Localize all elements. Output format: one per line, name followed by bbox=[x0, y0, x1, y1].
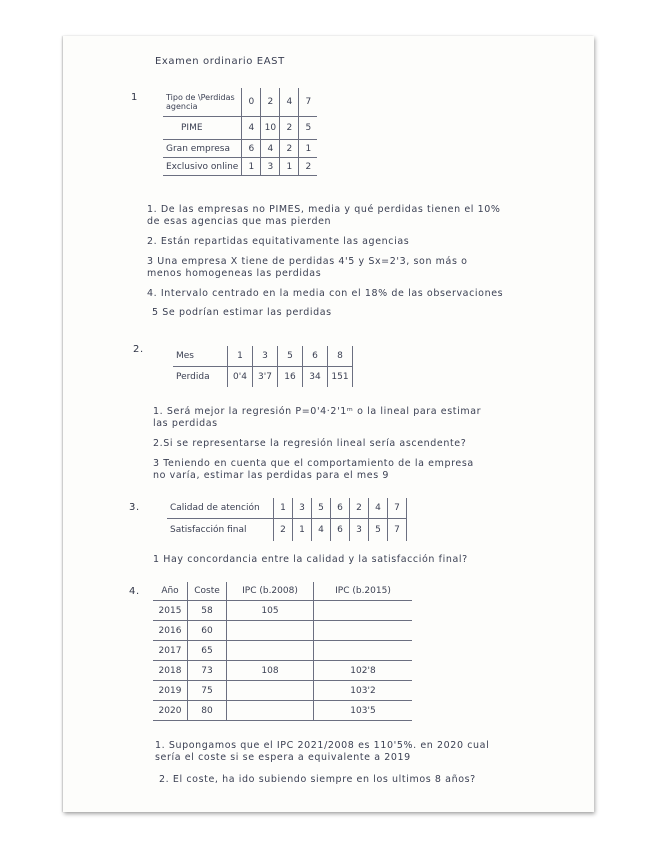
q3-row-label: Satisfacción final bbox=[167, 519, 274, 542]
q1-item-2: 2. Están repartidas equitativamente las agencias bbox=[147, 236, 410, 247]
q1-item-1-cont: de esas agencias que mas pierden bbox=[147, 216, 332, 227]
q4-cell: 103'5 bbox=[314, 701, 413, 721]
q2-row-label: Mes bbox=[176, 351, 194, 361]
q1-cell: 2 bbox=[299, 158, 318, 176]
q1-item-3: 3 Una empresa X tiene de perdidas 4'5 y Sx=2'3, son más o bbox=[147, 256, 468, 267]
q4-cell: 2015 bbox=[153, 601, 188, 621]
q4-cell bbox=[314, 621, 413, 641]
q4-header-cell: IPC (b.2015) bbox=[314, 582, 413, 601]
q2-cell: 3'7 bbox=[253, 367, 278, 388]
q1-cell: 4 bbox=[261, 140, 280, 158]
q4-cell: 2018 bbox=[153, 661, 188, 681]
q1-table bbox=[163, 88, 317, 176]
q1-cell: 3 bbox=[261, 158, 280, 176]
q1-cell: 6 bbox=[242, 140, 261, 158]
q4-cell: 65 bbox=[188, 641, 227, 661]
q1-cell: 4 bbox=[242, 117, 261, 140]
q2-cell: 34 bbox=[303, 367, 328, 388]
q3-cell: 3 bbox=[293, 498, 312, 519]
q4-header-cell: IPC (b.2008) bbox=[227, 582, 314, 601]
q4-cell bbox=[314, 601, 413, 621]
q1-row-label: Gran empresa bbox=[163, 140, 242, 158]
q4-cell: 2020 bbox=[153, 701, 188, 721]
table-row bbox=[167, 498, 407, 519]
question-1-number: 1 bbox=[131, 92, 138, 103]
q1-row-label: Exclusivo online bbox=[163, 158, 242, 176]
question-2-number: 2. bbox=[133, 344, 144, 355]
q1-header-cell: 2 bbox=[261, 88, 280, 117]
q1-cell: 10 bbox=[261, 117, 280, 140]
q3-table bbox=[167, 498, 407, 541]
table-row bbox=[163, 158, 317, 176]
q3-row-label: Calidad de atención bbox=[170, 503, 260, 513]
question-4-number: 4. bbox=[129, 586, 140, 597]
q1-header-cell: 0 bbox=[242, 88, 261, 117]
q2-cell: 5 bbox=[278, 346, 303, 367]
q1-item-4: 4. Intervalo centrado en la media con el 18% de las observaciones bbox=[147, 288, 504, 299]
table-row bbox=[163, 140, 317, 158]
q4-cell: 2019 bbox=[153, 681, 188, 701]
q3-cell: 2 bbox=[274, 519, 293, 542]
q2-item-3: 3 Teniendo en cuenta que el comportamiento de la empresa bbox=[153, 458, 474, 469]
q4-cell: 58 bbox=[188, 601, 227, 621]
q4-cell bbox=[227, 621, 314, 641]
q4-cell: 103'2 bbox=[314, 681, 413, 701]
q3-cell: 1 bbox=[293, 519, 312, 542]
corner-line-2: \Perdidas bbox=[197, 93, 235, 102]
q1-row-label: PIME bbox=[163, 117, 242, 140]
table-row bbox=[153, 641, 412, 661]
q4-cell: 2017 bbox=[153, 641, 188, 661]
q4-cell: 60 bbox=[188, 621, 227, 641]
q1-cell: 1 bbox=[242, 158, 261, 176]
q4-header-cell: Coste bbox=[188, 582, 227, 601]
q3-cell: 5 bbox=[312, 498, 331, 519]
table-row bbox=[153, 681, 412, 701]
q2-item-3-cont: no varía, estimar las perdidas para el mes 9 bbox=[153, 470, 390, 481]
q2-cell: 151 bbox=[328, 367, 353, 388]
q2-cell: 0'4 bbox=[228, 367, 253, 388]
q3-cell: 7 bbox=[388, 498, 407, 519]
q4-cell: 75 bbox=[188, 681, 227, 701]
table-row bbox=[153, 601, 412, 621]
q1-cell: 1 bbox=[299, 140, 318, 158]
q4-item-2: 2. El coste, ha ido subiendo siempre en los ultimos 8 años? bbox=[159, 774, 476, 785]
q4-cell bbox=[314, 641, 413, 661]
q4-cell: 105 bbox=[227, 601, 314, 621]
table-row bbox=[167, 519, 407, 542]
q4-cell: 108 bbox=[227, 661, 314, 681]
q2-table bbox=[173, 346, 353, 387]
q4-cell bbox=[227, 641, 314, 661]
q4-table bbox=[153, 582, 412, 721]
q1-item-1: 1. De las empresas no PIMES, media y qué perdidas tienen el 10% bbox=[147, 204, 501, 215]
corner-line-3: agencia bbox=[166, 102, 198, 111]
table-row bbox=[173, 367, 353, 388]
q3-cell: 4 bbox=[312, 519, 331, 542]
q3-cell: 3 bbox=[350, 519, 369, 542]
q3-cell: 5 bbox=[369, 519, 388, 542]
table-row bbox=[153, 661, 412, 681]
q1-header-cell: 4 bbox=[280, 88, 299, 117]
q4-cell bbox=[227, 701, 314, 721]
table-row bbox=[163, 117, 317, 140]
q2-cell: 8 bbox=[328, 346, 353, 367]
q3-cell: 1 bbox=[274, 498, 293, 519]
q3-cell: 2 bbox=[350, 498, 369, 519]
q4-cell: 102'8 bbox=[314, 661, 413, 681]
q2-item-1: 1. Será mejor la regresión P=0'4·2'1ᵐ o la lineal para estimar bbox=[153, 406, 482, 417]
q1-cell: 2 bbox=[280, 140, 299, 158]
q4-header-cell: Año bbox=[153, 582, 188, 601]
q3-cell: 6 bbox=[331, 498, 350, 519]
q2-row-label: Perdida bbox=[173, 367, 228, 388]
corner-line-1: Tipo de bbox=[166, 93, 196, 102]
q1-corner-cell bbox=[163, 88, 242, 117]
q4-item-1: 1. Supongamos que el IPC 2021/2008 es 110'5%. en 2020 cual bbox=[155, 740, 490, 751]
exam-title: Examen ordinario EAST bbox=[155, 56, 285, 67]
q2-cell: 3 bbox=[253, 346, 278, 367]
q2-cell: 16 bbox=[278, 367, 303, 388]
q3-cell: 4 bbox=[369, 498, 388, 519]
q2-item-2: 2.Si se representarse la regresión lineal sería ascendente? bbox=[153, 438, 467, 449]
q2-cell: 1 bbox=[228, 346, 253, 367]
q3-cell: 7 bbox=[388, 519, 407, 542]
q1-cell: 2 bbox=[280, 117, 299, 140]
q1-cell: 1 bbox=[280, 158, 299, 176]
table-row bbox=[153, 621, 412, 641]
q1-cell: 5 bbox=[299, 117, 318, 140]
table-row bbox=[173, 346, 353, 367]
q1-item-5: 5 Se podrían estimar las perdidas bbox=[152, 307, 332, 318]
table-row bbox=[153, 701, 412, 721]
q4-cell bbox=[227, 681, 314, 701]
q2-item-1-cont: las perdidas bbox=[153, 418, 218, 429]
q4-cell: 80 bbox=[188, 701, 227, 721]
q3-cell: 6 bbox=[331, 519, 350, 542]
exam-paper bbox=[63, 36, 594, 812]
q1-item-3-cont: menos homogeneas las perdidas bbox=[147, 268, 322, 279]
q1-header-cell: 7 bbox=[299, 88, 318, 117]
table-row bbox=[153, 582, 412, 601]
q4-cell: 2016 bbox=[153, 621, 188, 641]
question-3-number: 3. bbox=[129, 502, 140, 513]
q2-cell: 6 bbox=[303, 346, 328, 367]
q4-cell: 73 bbox=[188, 661, 227, 681]
q4-item-1-cont: sería el coste si se espera a equivalente a 2019 bbox=[155, 752, 411, 763]
q3-item-1: 1 Hay concordancia entre la calidad y la satisfacción final? bbox=[153, 554, 468, 565]
